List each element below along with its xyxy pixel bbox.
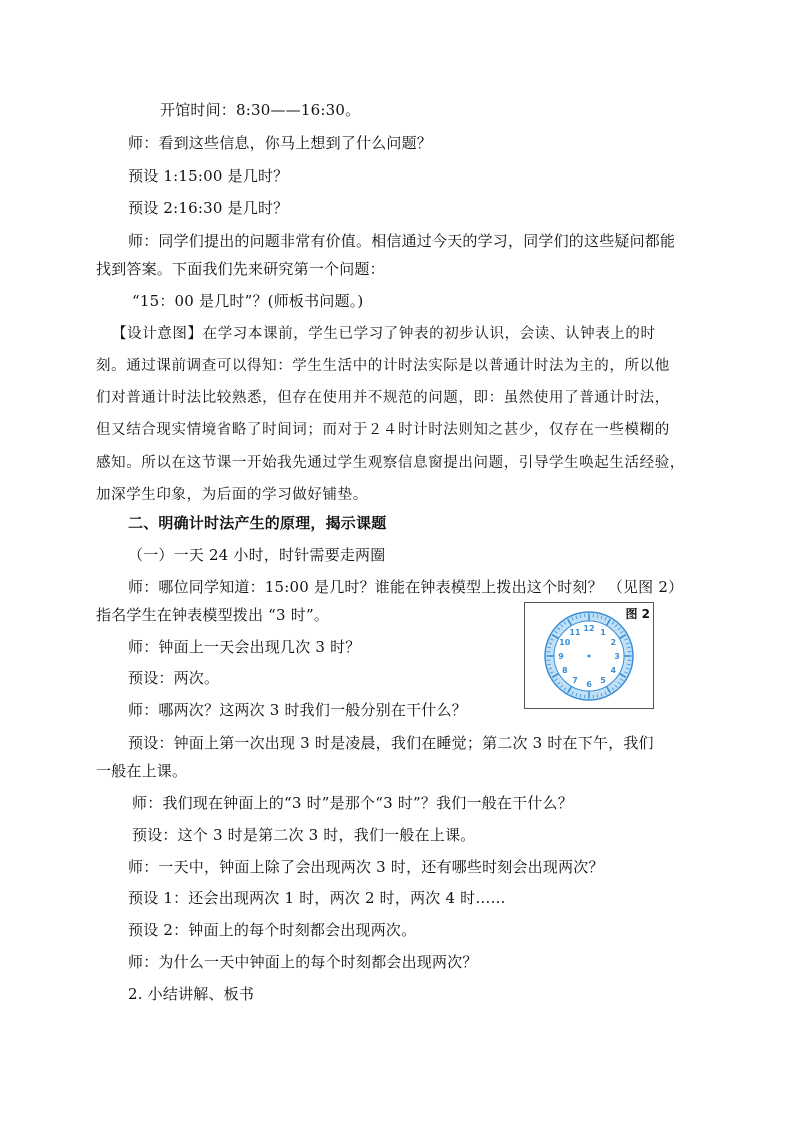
clock-number: 1 [600, 627, 606, 637]
text-line: 一般在上课。 [96, 762, 188, 780]
subsection-heading: （一）一天 24 小时，时针需要走两圈 [128, 546, 386, 564]
text-line: “15：00 是几时”？(师板书问题。) [132, 292, 364, 310]
text-line: 找到答案。下面我们先来研究第一个问题： [96, 260, 385, 278]
clock-center-dot [588, 655, 591, 658]
text-line: 预设 1:15:00 是几时？ [128, 167, 289, 185]
text-line: 师：看到这些信息，你马上想到了什么问题？ [128, 134, 433, 152]
text-line: 预设 1：还会出现两次 1 时，两次 2 时，两次 4 时…… [128, 889, 506, 907]
clock-number: 6 [586, 680, 592, 689]
design-intent-line: 们对普通计时法比较熟悉，但存在使用并不规范的问题，即：虽然使用了普通计时法， [96, 390, 670, 406]
clock-number: 9 [558, 652, 564, 661]
text-line: 师：为什么一天中钟面上的每个时刻都会出现两次？ [128, 953, 478, 971]
clock-number: 2 [610, 638, 617, 647]
clock-number: 12 [583, 624, 595, 633]
text-line: 师：哪位同学知道：15:00 是几时？谁能在钟表模型上拨出这个时刻？ （见图 2） [128, 578, 684, 596]
figure-label: 图 2 [625, 607, 650, 621]
clock-number: 11 [569, 627, 581, 637]
design-intent-line: 感知。所以在这节课一开始我先通过学生观察信息窗提出问题，引导学生唤起生活经验， [96, 455, 685, 471]
text-line: 2. 小结讲解、板书 [128, 985, 255, 1003]
design-intent-line: 刻。通过课前调查可以得知：学生生活中的计时法实际是以普通计时法为主的，所以他 [96, 358, 670, 374]
text-line: 师：哪两次？这两次 3 时我们一般分别在干什么？ [128, 701, 467, 719]
text-line: 师：钟面上一天会出现几次 3 时？ [128, 638, 361, 656]
clock-figure [524, 602, 654, 709]
clock-number: 8 [561, 666, 568, 675]
clock-number: 4 [610, 666, 617, 675]
design-intent-line: 加深学生印象，为后面的学习做好铺垫。 [96, 487, 368, 503]
text-line: 预设：两次。 [128, 669, 220, 687]
text-line: 指名学生在钟表模型拨出 “3 时”。 [96, 606, 330, 624]
text-line: 预设：这个 3 时是第二次 3 时，我们一般在上课。 [132, 826, 476, 844]
text-line: 开馆时间：8:30——16:30。 [160, 101, 361, 119]
text-line: 师：一天中，钟面上除了会出现两次 3 时，还有哪些时刻会出现两次？ [128, 858, 604, 876]
clock-number: 10 [559, 638, 571, 647]
text-line: 预设 2:16:30 是几时？ [128, 199, 289, 217]
design-intent-line: 但又结合现实情境省略了时间词；而对于２４时计时法则知之甚少，仅存在一些模糊的 [96, 422, 670, 438]
text-line: 预设 2：钟面上的每个时刻都会出现两次。 [128, 921, 417, 939]
section-heading: 二、明确计时法产生的原理，揭示课题 [128, 514, 387, 532]
text-line: 师：我们现在钟面上的“3 时”是那个“3 时”？我们一般在干什么？ [132, 794, 573, 812]
text-line: 师：同学们提出的问题非常有价值。相信通过今天的学习，同学们的这些疑问都能 [128, 232, 676, 250]
clock-number: 3 [614, 652, 620, 661]
text-line: 预设：钟面上第一次出现 3 时是凌晨，我们在睡觉；第二次 3 时在下午，我们 [128, 734, 654, 752]
clock-number: 5 [600, 676, 606, 686]
design-intent-line: 【设计意图】在学习本课前，学生已学习了钟表的初步认识，会读、认钟表上的时 [112, 326, 656, 342]
clock-number: 7 [572, 676, 578, 686]
